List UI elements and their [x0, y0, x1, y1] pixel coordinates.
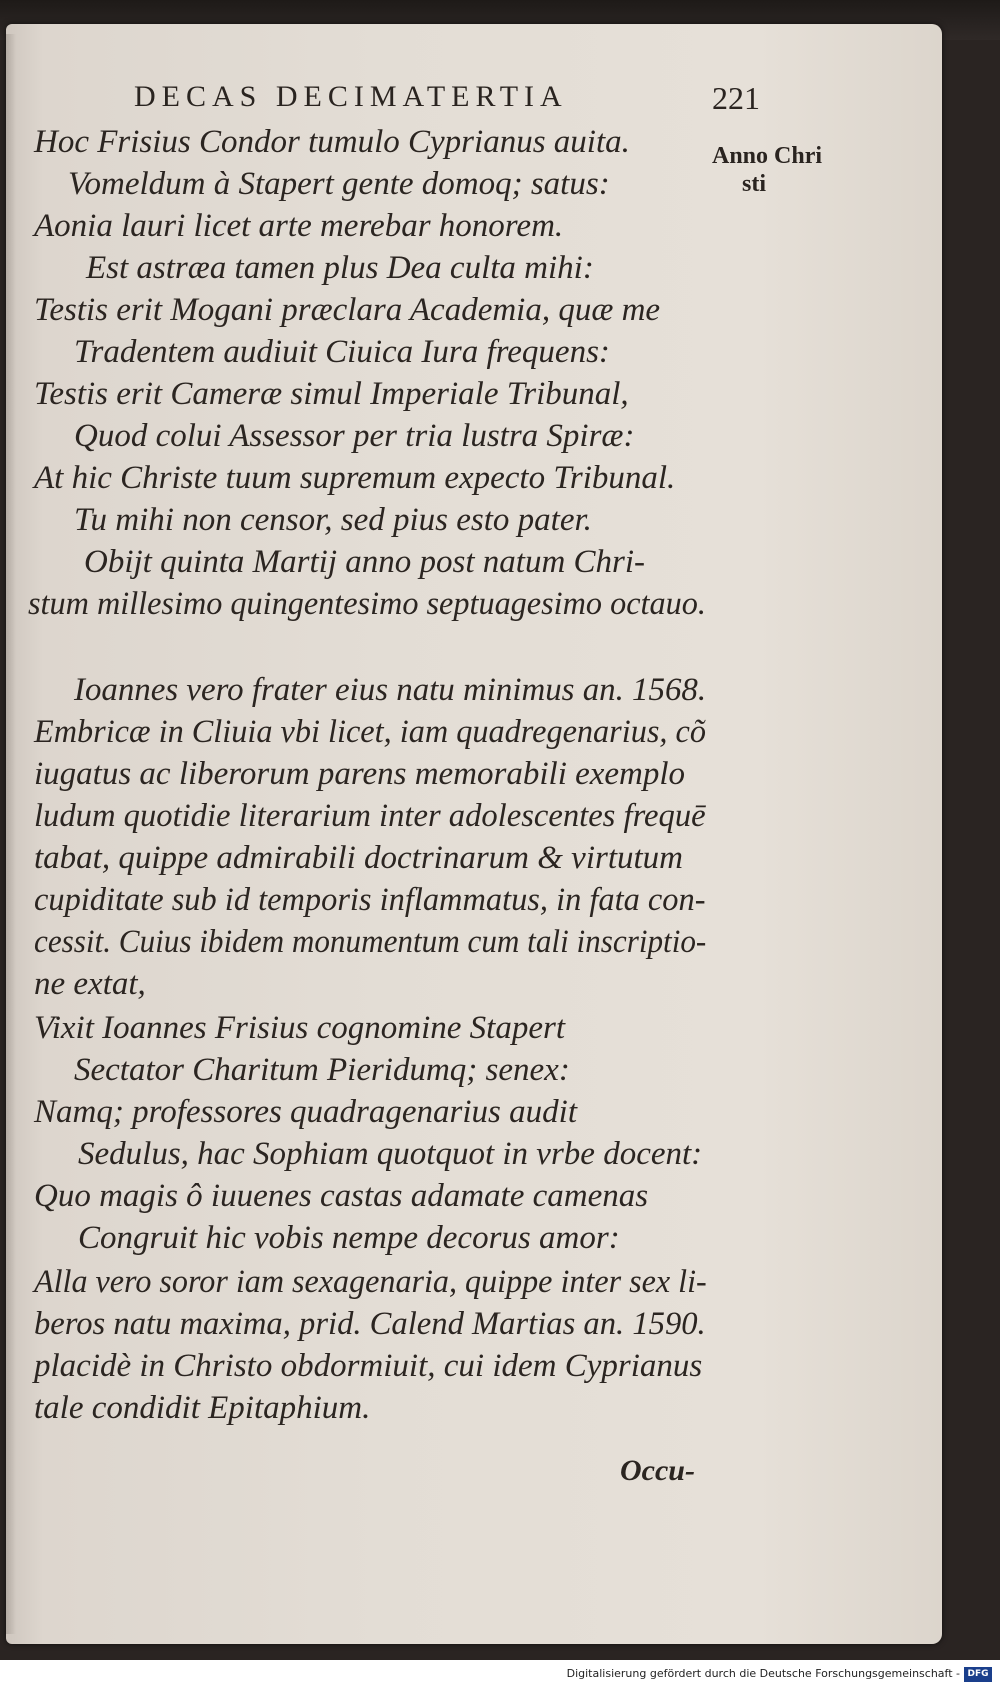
catchword: Occu- [620, 1454, 695, 1487]
page-gutter [6, 34, 16, 1634]
verse-line: Vixit Ioannes Frisius cognomine Stapert [34, 1010, 565, 1046]
verse-line: Congruit hic vobis nempe decorus amor: [78, 1220, 620, 1256]
running-head: DECAS DECIMATERTIA [134, 80, 568, 113]
prose-line: ne extat, [34, 966, 146, 1002]
verse-line: Hoc Frisius Condor tumulo Cyprianus auita. [34, 124, 630, 160]
verse-line: Sedulus, hac Sophiam quotquot in vrbe docent: [78, 1136, 703, 1172]
prose-line: Alla vero soror iam sexagenaria, quippe inter sex li- [34, 1264, 707, 1300]
book-page [6, 24, 942, 1644]
prose-line: Obijt quinta Martij anno post natum Chri- [84, 544, 646, 580]
page-number: 221 [712, 80, 760, 116]
prose-line: Embricæ in Cliuia vbi licet, iam quadregenarius, cõ [34, 714, 707, 750]
prose-line: stum millesimo quingentesimo septuagesimo octauo. [28, 586, 706, 622]
verse-line: Aonia lauri licet arte merebar honorem. [34, 208, 564, 244]
verse-line: At hic Christe tuum supremum expecto Tribunal. [34, 460, 676, 496]
margin-note-line: Anno Chri [712, 143, 823, 169]
verse-line: Quo magis ô iuuenes castas adamate camenas [34, 1178, 649, 1214]
verse-line: Testis erit Mogani præclara Academia, quæ me [34, 292, 661, 328]
prose-line: ludum quotidie literarium inter adolescentes frequē [34, 798, 706, 834]
verse-line: Tradentem audiuit Ciuica Iura frequens: [74, 334, 610, 370]
footer-credit-text: Digitalisierung gefördert durch die Deutsche Forschungsgemeinschaft - [566, 1667, 960, 1680]
verse-line: Testis erit Cameræ simul Imperiale Tribunal, [34, 376, 629, 412]
margin-note [712, 142, 872, 198]
digitization-footer [0, 1664, 1000, 1688]
verse-line: Quod colui Assessor per tria lustra Spiræ: [74, 418, 635, 454]
verse-line: Namq; professores quadragenarius audit [34, 1094, 577, 1130]
prose-line: iugatus ac liberorum parens memorabili exemplo [34, 756, 686, 792]
prose-line: Ioannes vero frater eius natu minimus an. 1568. [74, 672, 707, 708]
dfg-logo: DFG [964, 1667, 992, 1682]
verse-line: Vomeldum à Stapert gente domoq; satus: [68, 166, 610, 202]
prose-line: cessit. Cuius ibidem monumentum cum tali inscriptio- [34, 924, 707, 960]
prose-line: tale condidit Epitaphium. [34, 1390, 371, 1426]
verse-line: Tu mihi non censor, sed pius esto pater. [74, 502, 592, 538]
prose-line: beros natu maxima, prid. Calend Martias an. 1590. [34, 1306, 706, 1342]
prose-line: tabat, quippe admirabili doctrinarum & virtutum [34, 840, 683, 876]
prose-line: placidè in Christo obdormiuit, cui idem Cyprianus [34, 1348, 703, 1384]
margin-note-line: sti [742, 171, 766, 197]
prose-line: cupiditate sub id temporis inflammatus, in fata con- [34, 882, 706, 918]
verse-line: Est astræa tamen plus Dea culta mihi: [86, 250, 594, 286]
verse-line: Sectator Charitum Pieridumq; senex: [74, 1052, 570, 1088]
